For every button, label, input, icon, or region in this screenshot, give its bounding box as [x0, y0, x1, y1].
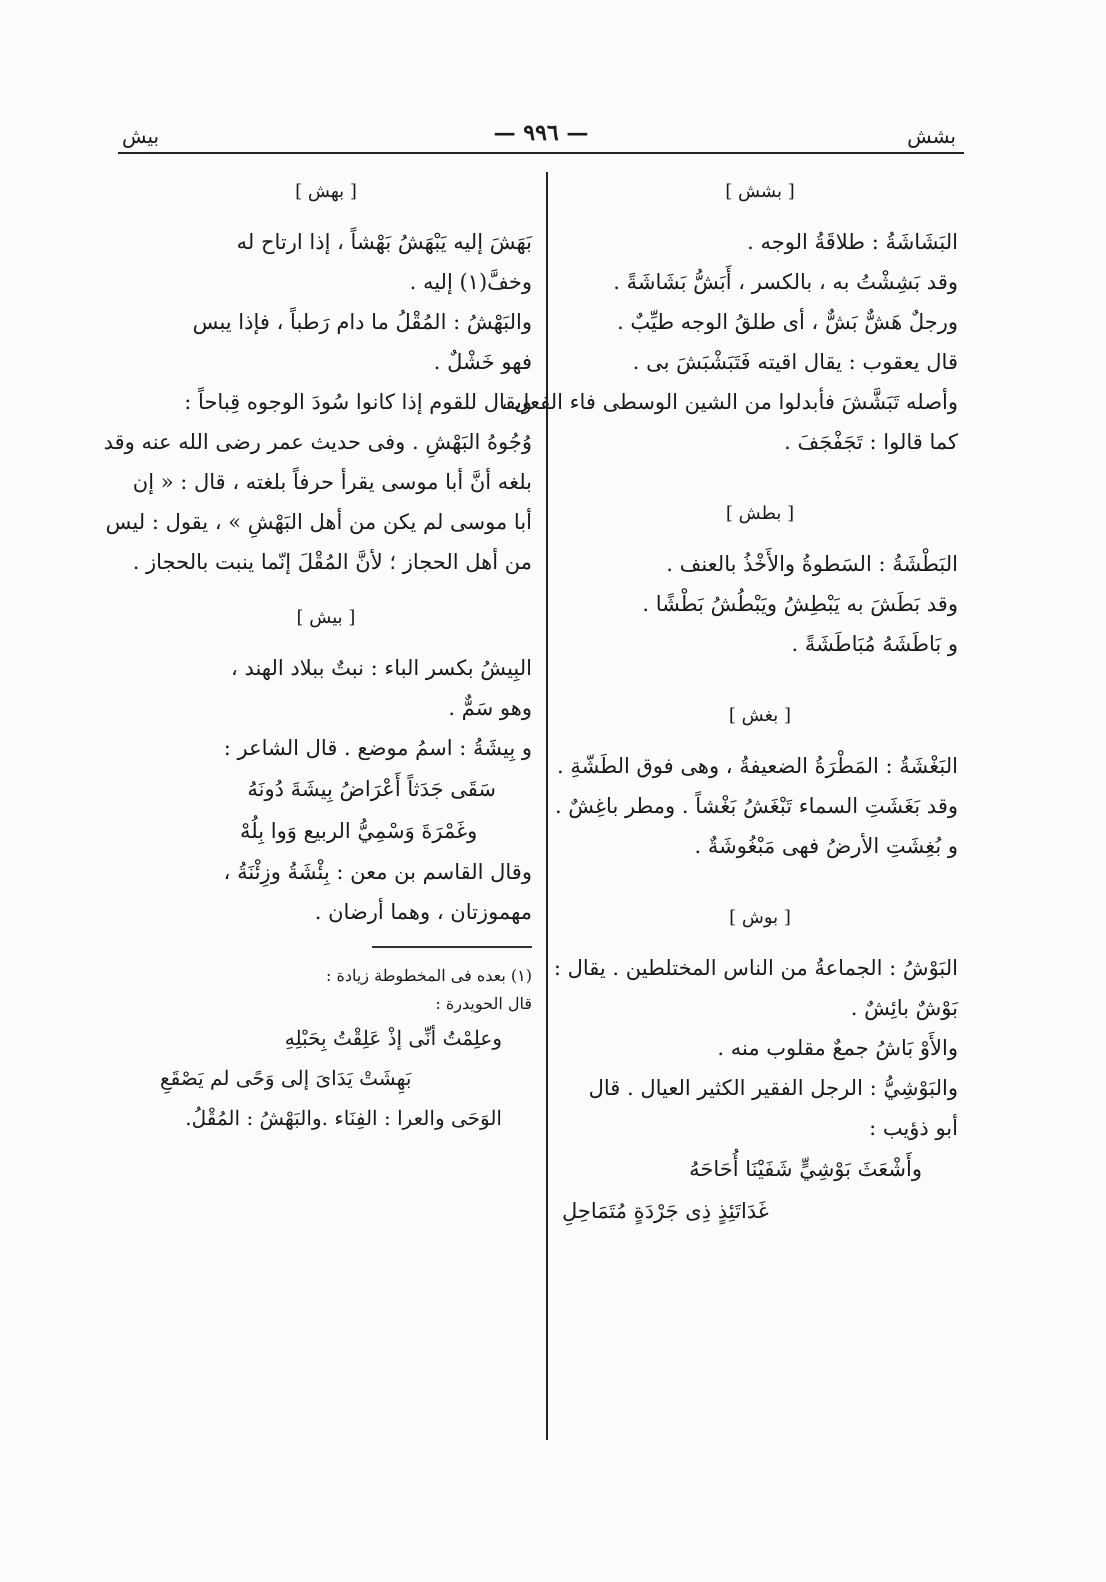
footnote-verse: بَهِشَتْ يَدَاىَ إلى وَحًى لم يَصْقَعِ [160, 1066, 412, 1090]
text-line: ورجلٌ هَشٌّ بَشٌّ ، أى طلقُ الوجه طيِّبٌ . [617, 310, 958, 334]
text-line: أبو ذؤيب : [869, 1116, 958, 1140]
text-line: بَهَشَ إليه يَبْهَشُ بَهْشاً ، إذا ارتاح له [236, 230, 532, 254]
footnote-line: (١) بعده فى المخطوطة زيادة : [325, 966, 532, 985]
text-line: البِيشُ بكسر الباء : نبتٌ ببلاد الهند ، [230, 656, 532, 680]
entry-heading: [ بشش ] [725, 181, 795, 202]
footnote-verse: وعلِمْتُ أنِّى إذْ عَلِقْتُ بِحَبْلِهِ [284, 1026, 502, 1050]
text-line: وقد بَغَشَتِ السماء تَبْغَشُ بَغْشاً . ومطر باغِشٌ . [554, 794, 958, 818]
text-line: وقد بَطَشَ به يَبْطِشُ ويَبْطُشُ بَطْشًا . [642, 592, 958, 616]
text-line: كما قالوا : تَجَفْجَفَ . [784, 430, 958, 454]
text-line: والأَوْ بَاشُ جمعٌ مقلوب منه . [717, 1036, 958, 1060]
text-line: من أهل الحجاز ؛ لأنَّ المُقْلَ إنّما ينبت بالحجاز . [132, 550, 532, 574]
column-divider [546, 172, 548, 1440]
text-line: وقد بَشِشْتُ به ، بالكسر ، أَبَشُّ بَشَاشَةً . [613, 270, 958, 294]
text-line: بَوْشٌ بائِشٌ . [850, 996, 958, 1020]
entry-heading: [ بهش ] [295, 181, 357, 202]
text-line: والبَوْشِيُّ : الرجل الفقير الكثير العيال . قال [588, 1076, 958, 1100]
text-line: وأصله تَبَشَّشَ فأبدلوا من الشين الوسطى فاء الفعل ، [500, 390, 958, 414]
page-number: — ٩٩٦ — [493, 120, 589, 146]
text-line: و بَاطَشَهُ مُبَاطَشَةً . [791, 632, 958, 656]
left-column [103, 166, 532, 1138]
text-line: وخفَّ(١) إليه . [409, 270, 532, 294]
text-line: البَغْشَةُ : المَطْرَةُ الضعيفةُ ، وهى فوق الطَشّةِ . [557, 754, 958, 778]
text-line: البَطْشَةُ : السَطوةُ والأَخْذُ بالعنف . [666, 552, 958, 576]
verse-hemistich: وغَمْرَةَ وَسْمِيُّ الربيع وَوا بِلُهْ [240, 819, 478, 843]
entry-heading: [ بغش ] [728, 705, 792, 726]
header-right-keyword: بشش [907, 124, 956, 148]
entry-heading: [ بوش ] [729, 907, 791, 928]
text-line: وُجُوهُ البَهْشِ . وفى حديث عمر رضى الله عنه وقد [103, 430, 532, 454]
text-line: والبَهْشُ : المُقْلُ ما دام رَطباً ، فإذا يبس [192, 310, 532, 334]
entry-heading: [ بيش ] [296, 607, 356, 628]
header-left-keyword: بيش [122, 124, 160, 148]
text-line: ويقال للقوم إذا كانوا سُودَ الوجوه قِباحاً : [184, 390, 532, 414]
text-line: أبا موسى لم يكن من أهل البَهْشِ » ، يقول : ليس [105, 510, 532, 534]
text-line: وقال القاسم بن معن : بِئْشَةُ وزِئْنَةُ ، [223, 860, 532, 884]
text-line: قال يعقوب : يقال اقيته فَتَبَشْبَشَ بى . [632, 350, 958, 374]
verse-hemistich: وأَشْعَثَ بَوْشِيٍّ شَفَيْنَا أُحَاحَهُ [689, 1157, 922, 1181]
entry-heading: [ بطش ] [725, 503, 795, 524]
footnote-rule [372, 946, 532, 948]
footnote-line: قال الحويدرة : [435, 994, 532, 1013]
text-line: وهو سَمٌّ . [448, 696, 532, 720]
verse-hemistich: سَقَى جَدَثاً أَعْرَاضُ بِيشَةَ دُونَهُ [247, 777, 496, 801]
header-rule [118, 152, 964, 154]
right-column [500, 166, 958, 1232]
text-line: مهموزتان ، وهما أرضان . [314, 900, 532, 924]
text-line: بلغه أنَّ أبا موسى يقرأ حرفاً بلغته ، قال : « إن [132, 470, 532, 494]
footnote-gloss: الوَحَى والعرا : الفِنَاء .والبَهْشُ : المُقْلُ. [185, 1106, 502, 1130]
page-header [118, 118, 964, 154]
verse-hemistich: غَدَاتَئِذٍ ذِى جَرْدَةٍ مُتَمَاحِلِ [562, 1199, 769, 1223]
text-line: و بُغِشَتِ الأرضُ فهى مَبْغُوشَةٌ . [694, 834, 958, 858]
text-line: البَوْشُ : الجماعةُ من الناس المختلطين . يقال : [553, 956, 958, 980]
text-line: فهو خَشْلٌ . [433, 350, 532, 374]
text-line: البَشَاشَةُ : طلاقَةُ الوجه . [747, 230, 958, 254]
text-line: و بِيشَةُ : اسمُ موضع . قال الشاعر : [223, 736, 532, 760]
